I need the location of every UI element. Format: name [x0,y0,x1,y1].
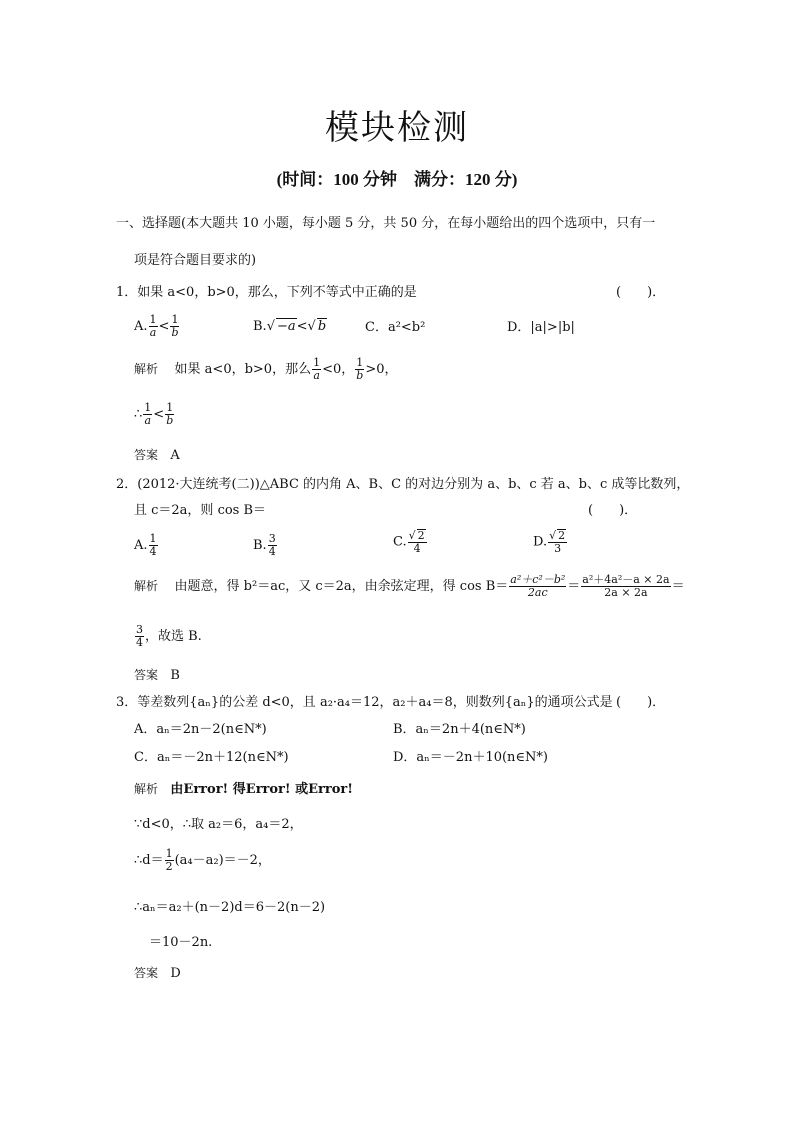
q1-analysis-tail1: <0， [322,362,355,378]
q3-analysis-label: 解析 [134,782,159,796]
q3-bracket: ( )． [616,695,666,710]
q1-option-b-label: B. [253,319,267,334]
q2-analysis-text: 由题意，得 b²＝ac，又 c＝2a，由余弦定理，得 cos B＝ [174,579,509,595]
q2-stem-line2: 且 c＝2a，则 cos B＝ [134,503,267,518]
q1-answer-value: A [170,448,180,463]
q3-option-d[interactable]: D．aₙ＝－2n＋10(n∈N*) [393,750,548,765]
page-title: 模块检测 [325,108,469,148]
q2-option-c-label: C. [393,534,407,550]
q1-option-a-label: A. [134,319,148,335]
q3-option-b[interactable]: B．aₙ＝2n＋4(n∈N*) [393,722,526,737]
q2-optA-frac: $\frac{1}{4}$ [149,532,157,559]
q1-therefore-frac2: $\frac{1}{b}$ [166,401,174,428]
q3-option-c[interactable]: C．aₙ＝－2n＋12(n∈N*) [134,750,289,765]
q3-step2-pre: ∴d＝ [134,853,164,869]
q1-stem: 1．如果 a<0，b>0，那么，下列不等式中正确的是 [116,285,417,300]
q3-analysis [134,782,353,798]
q2-option-d[interactable] [533,529,568,555]
q3-step3: ∴aₙ＝a₂＋(n－2)d＝6－2(n－2) [134,900,326,915]
q1-analysis [134,357,397,382]
q2-option-a-label: A. [134,538,148,554]
q2-cos-frac2: $\frac{\text{a²＋4a²－a × 2a}}{2a \times 2a}$ [582,573,670,600]
q1-therefore: ∴ [134,407,143,423]
q2-answer [134,668,180,684]
q1-option-d[interactable]: D．|a|>|b| [507,320,575,335]
q1-bracket: ( )． [616,285,666,300]
q1-optA-frac2: $\frac{1}{b}$ [171,313,179,340]
q2-option-b[interactable] [253,533,278,558]
q3-option-a[interactable]: A．aₙ＝2n－2(n∈N*) [134,722,267,737]
q3-step2 [134,848,271,873]
q1-analysis-label: 解析 [134,362,159,377]
q3-answer [134,966,181,982]
q1-therefore-lt: < [153,407,165,423]
q1-analysis-text: 如果 a<0，b>0，那么 [174,362,312,378]
q3-analysis-text: 由Error! 得Error! 或Error! [170,782,353,797]
q1-optB-lt: < [296,319,308,334]
q2-eq2: ＝ [671,579,685,595]
q1-analysis-frac2: $\frac{1}{b}$ [356,356,364,383]
q3-half-frac: $\frac{1}{2}$ [165,847,173,874]
q2-option-c[interactable] [393,529,428,555]
q2-option-b-label: B. [253,538,267,554]
q1-analysis-tail2: >0， [365,362,398,378]
q3-answer-label: 答案 [134,966,159,980]
q1-option-c[interactable]: C．a²<b² [365,320,426,335]
q2-option-a[interactable] [134,533,159,558]
q2-optB-frac: $\frac{3}{4}$ [268,532,276,559]
q1-therefore-frac1: $\frac{1}{a}$ [144,401,152,428]
q2-eq1: ＝ [567,579,581,595]
q2-analysis-label: 解析 [134,579,159,594]
q2-bracket: ( )． [588,503,638,518]
page-subtitle: (时间：100 分钟 满分：120 分) [276,170,518,189]
q2-stem-line1: 2．(2012·大连统考(二))△ABC 的内角 A、B、C 的对边分别为 a、b、c 若 a、b、c 成等比数列， [116,477,690,492]
q1-therefore-line [134,402,175,427]
q1-optA-lt: < [158,319,170,335]
q2-cos-frac1: $\frac{\text{a²＋c²－b²}}{2ac}$ [510,573,566,600]
q1-analysis-frac1: $\frac{1}{a}$ [313,356,321,383]
section-heading-line1: 一、选择题(本大题共 10 小题，每小题 5 分，共 50 分，在每小题给出的四个选项中，只有一 [116,216,656,231]
q2-answer-value: B [170,668,180,683]
q3-step4: ＝10－2n. [149,935,213,950]
q2-analysis [134,574,685,599]
q1-answer [134,448,180,464]
q1-option-a[interactable] [134,314,180,339]
q2-optC-frac: $\frac{√ 2}{4}$ [408,529,425,556]
q2-optD-frac: $\frac{√ 2}{3}$ [549,529,566,556]
q3-answer-value: D [170,966,181,981]
q1-option-b[interactable]: B.√ −a<√ b [253,319,327,334]
q2-option-d-label: D. [533,534,548,550]
q2-answer-label: 答案 [134,668,159,682]
q2-conclusion: ，故选 B. [145,629,202,645]
q3-step2-post: (a₄－a₂)＝－2， [174,853,271,869]
q3-step1: ∵d<0，∴取 a₂＝6，a₄＝2， [134,817,303,832]
q2-result-frac: $\frac{3}{4}$ [136,623,143,650]
q3-stem: 3．等差数列{aₙ}的公差 d<0，且 a₂·a₄＝12，a₂＋a₄＝8，则数列{aₙ}的通项公式是 [116,695,613,710]
q2-conclusion-line [134,624,202,649]
q1-optA-frac1: $\frac{1}{a}$ [149,313,157,340]
q1-answer-label: 答案 [134,448,159,462]
section-heading-line2: 项是符合题目要求的) [134,253,257,268]
